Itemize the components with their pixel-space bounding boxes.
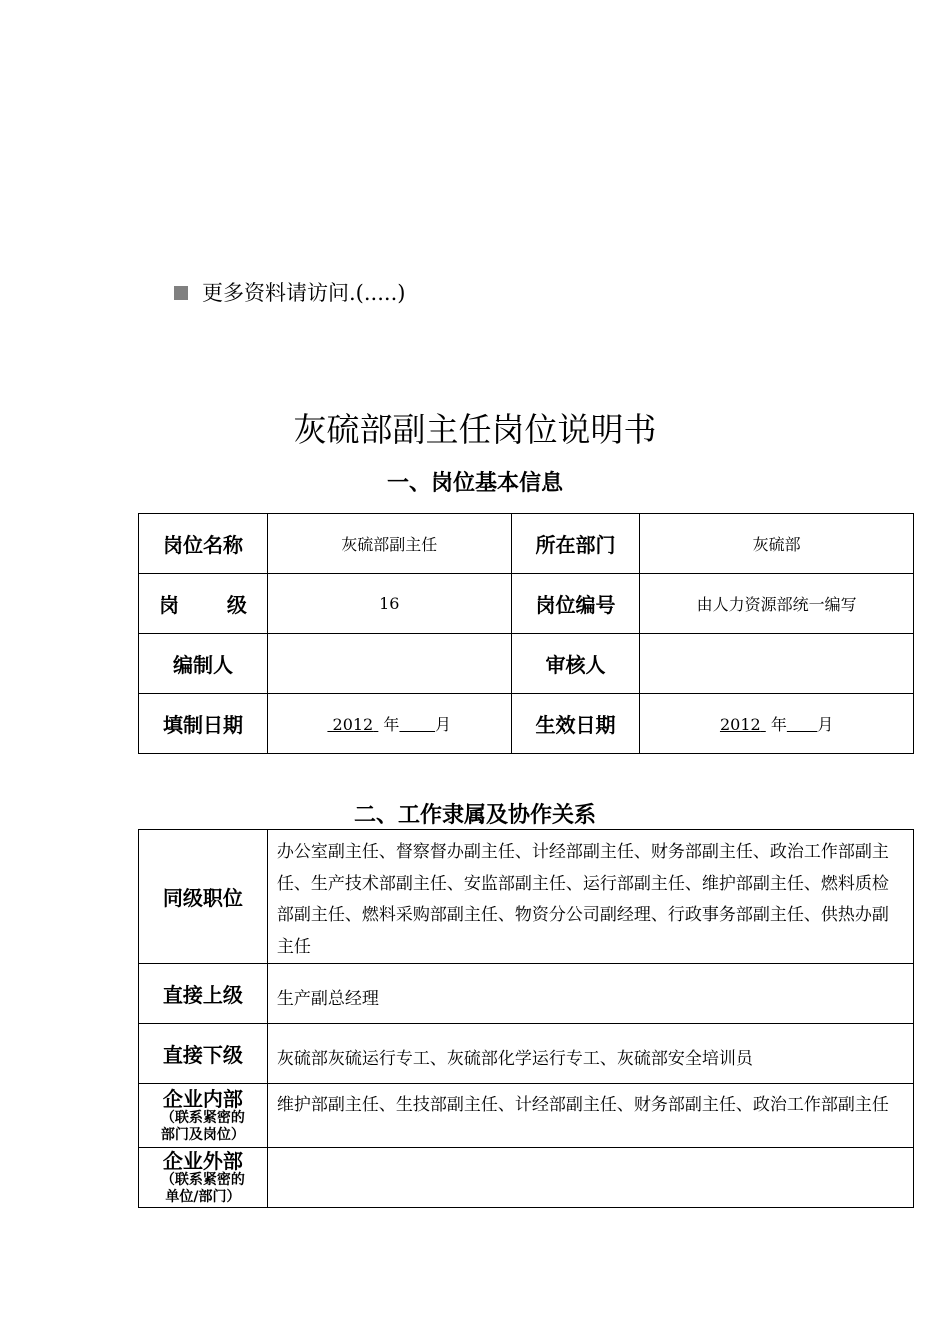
table-row [139,1084,914,1148]
author-value [267,634,511,694]
author-label: 编制人 [139,634,268,694]
position-name-label: 岗位名称 [139,514,268,574]
peer-positions-value: 办公室副主任、督察督办副主任、计经部副主任、财务部副主任、政治工作部副主任、生产技术部副主任、安监部副主任、运行部副主任、维护部副主任、燃料质检部副主任、燃料采购部副主任、物资分公司副经理、行政事务部副主任、供热办副主任 [267,830,913,964]
direct-superior-value: 生产副总经理 [267,964,913,1024]
effective-date-label: 生效日期 [511,694,640,754]
relations-table [138,829,914,1208]
department-value: 灰硫部 [640,514,914,574]
position-code-value: 由人力资源部统一编写 [640,574,914,634]
table-row [139,634,914,694]
direct-subordinate-value: 灰硫部灰硫运行专工、灰硫部化学运行专工、灰硫部安全培训员 [267,1024,913,1084]
external-contacts-value [267,1148,913,1208]
position-code-label: 岗位编号 [511,574,640,634]
section1-heading: 一、岗位基本信息 [386,471,563,496]
square-bullet-icon [174,286,188,300]
position-name-value: 灰硫部副主任 [267,514,511,574]
reviewer-value [640,634,914,694]
resource-note [174,278,405,308]
external-contacts-label: 企业外部 （联系紧密的 单位/部门） [139,1148,268,1208]
basic-info-table [138,513,914,754]
reviewer-label: 审核人 [511,634,640,694]
direct-superior-label: 直接上级 [139,964,268,1024]
grade-label: 岗 级 [139,574,268,634]
fill-date-label: 填制日期 [139,694,268,754]
note-text: 更多资料请访问.(.....) [202,281,406,305]
table-row [139,574,914,634]
internal-contacts-label: 企业内部 （联系紧密的 部门及岗位） [139,1084,268,1148]
table-row [139,1148,914,1208]
peer-positions-label: 同级职位 [139,830,268,964]
table-row [139,694,914,754]
direct-subordinate-label: 直接下级 [139,1024,268,1084]
fill-date-value: 2012 年 月 [267,694,511,754]
internal-contacts-value: 维护部副主任、生技部副主任、计经部副主任、财务部副主任、政治工作部副主任 [267,1084,913,1148]
table-row [139,514,914,574]
effective-date-value: 2012 年 月 [640,694,914,754]
grade-value: 16 [267,574,511,634]
document-title: 灰硫部副主任岗位说明书 [293,410,657,449]
table-row [139,830,914,964]
section2-heading: 二、工作隶属及协作关系 [353,803,596,828]
department-label: 所在部门 [511,514,640,574]
table-row [139,1024,914,1084]
table-row [139,964,914,1024]
